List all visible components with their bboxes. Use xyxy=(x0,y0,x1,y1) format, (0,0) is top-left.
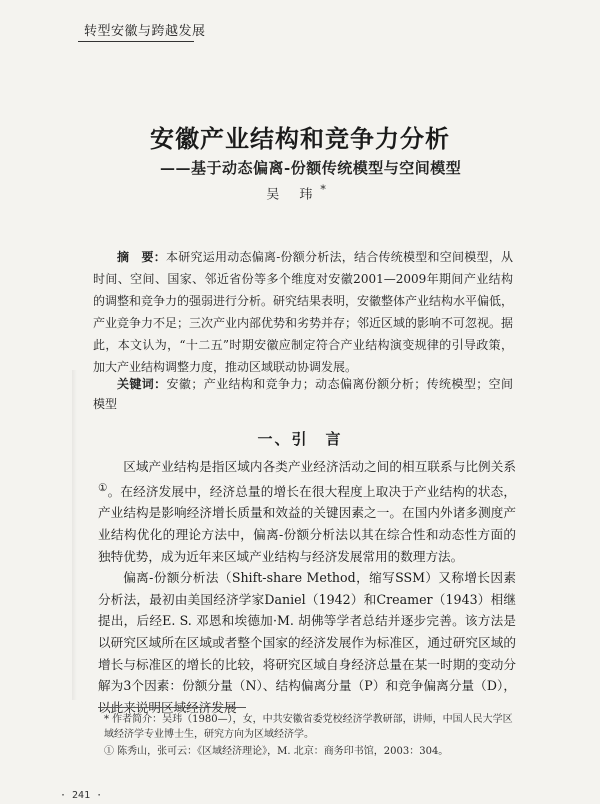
abstract-text: 本研究运用动态偏离-份额分析法，结合传统模型和空间模型，从时间、空间、国家、邻近省份等多个维度对安徽2001—2009年期间产业结构的调整和竞争力的强弱进行分析。研究结果表明，安徽整体产业结构水平偏低，产业竞争力不足；三次产业内部优势和劣势并存；邻近区域的影响不可忽视。据此，本文认为，“十二五”时期安徽应制定符合产业结构演变规律的引导政策，加大产业结构调整力度，推动区域联动协调发展。 xyxy=(93,250,514,374)
article-subtitle: ——基于动态偏离-份额传统模型与空间模型 xyxy=(160,159,462,177)
article-title: 安徽产业结构和竞争力分析 xyxy=(150,125,450,153)
author-name: 吴 玮 xyxy=(266,187,321,203)
body-p1-text-cont: 。在经济发展中，经济总量的增长在很大程度上取决于产业结构的状态，产业结构是影响经济增长质量和效益的关键因素之一。在国内外诸多测度产业结构优化的理论方法中，偏离-份额分析法以其在综合性和动态性方面的独特优势，成为近年来区域产业结构与经济发展常用的数理方法。 xyxy=(98,483,516,564)
body-paragraph: 偏离-份额分析法（Shift-share Method，缩写SSM）又称增长因素分析法，最初由美国经济学家Daniel（1942）和Creamer（1943）相继提出，后经E. S. 邓恩和埃德加·M. 胡佛等学者总结并逐步完善。该方法是以研究区域所在区域或者整个国家的经济发展作为标准区，通过研究区域的增长与标准区的增长的比较，将研究区域自身经济总量在某一时期的变动分解为3个因素：份额分量（N）、结构偏离分量（P）和竞争偏离分量（D），以此来说明区域经济发展 xyxy=(98,570,516,715)
page-number: · 241 · xyxy=(60,790,103,801)
body-text xyxy=(98,456,516,718)
author-line xyxy=(0,183,600,202)
keywords xyxy=(93,374,513,414)
keywords-text: 安徽；产业结构和竞争力；动态偏离份额分析；传统模型；空间模型 xyxy=(93,377,513,411)
footnote-rule xyxy=(98,707,246,708)
keywords-label: 关键词： xyxy=(117,377,167,391)
footnote-reference: ① 陈秀山，张可云：《区域经济理论》，M. 北京：商务印书馆，2003：304。 xyxy=(104,746,449,757)
abstract xyxy=(93,246,513,378)
footnote-author: * 作者简介：吴玮（1980—），女，中共安徽省委党校经济学教研部，讲师，中国人民大学区域经济学专业博士生，研究方向为区域经济学。 xyxy=(104,714,513,740)
footnote-ref-mark: ① xyxy=(98,481,108,494)
author-note-mark: * xyxy=(320,183,334,196)
body-p1-text: 区域产业结构是指区域内各类产业经济活动之间的相互联系与比例关系 xyxy=(123,459,516,474)
abstract-label: 摘 要： xyxy=(117,250,166,264)
body-paragraph xyxy=(98,456,516,567)
running-header: 转型安徽与跨越发展 xyxy=(84,24,206,39)
section-heading: 一、引 言 xyxy=(257,430,343,448)
footnotes xyxy=(104,712,514,761)
header-rule xyxy=(78,41,194,42)
page-gutter-shadow xyxy=(72,370,77,700)
